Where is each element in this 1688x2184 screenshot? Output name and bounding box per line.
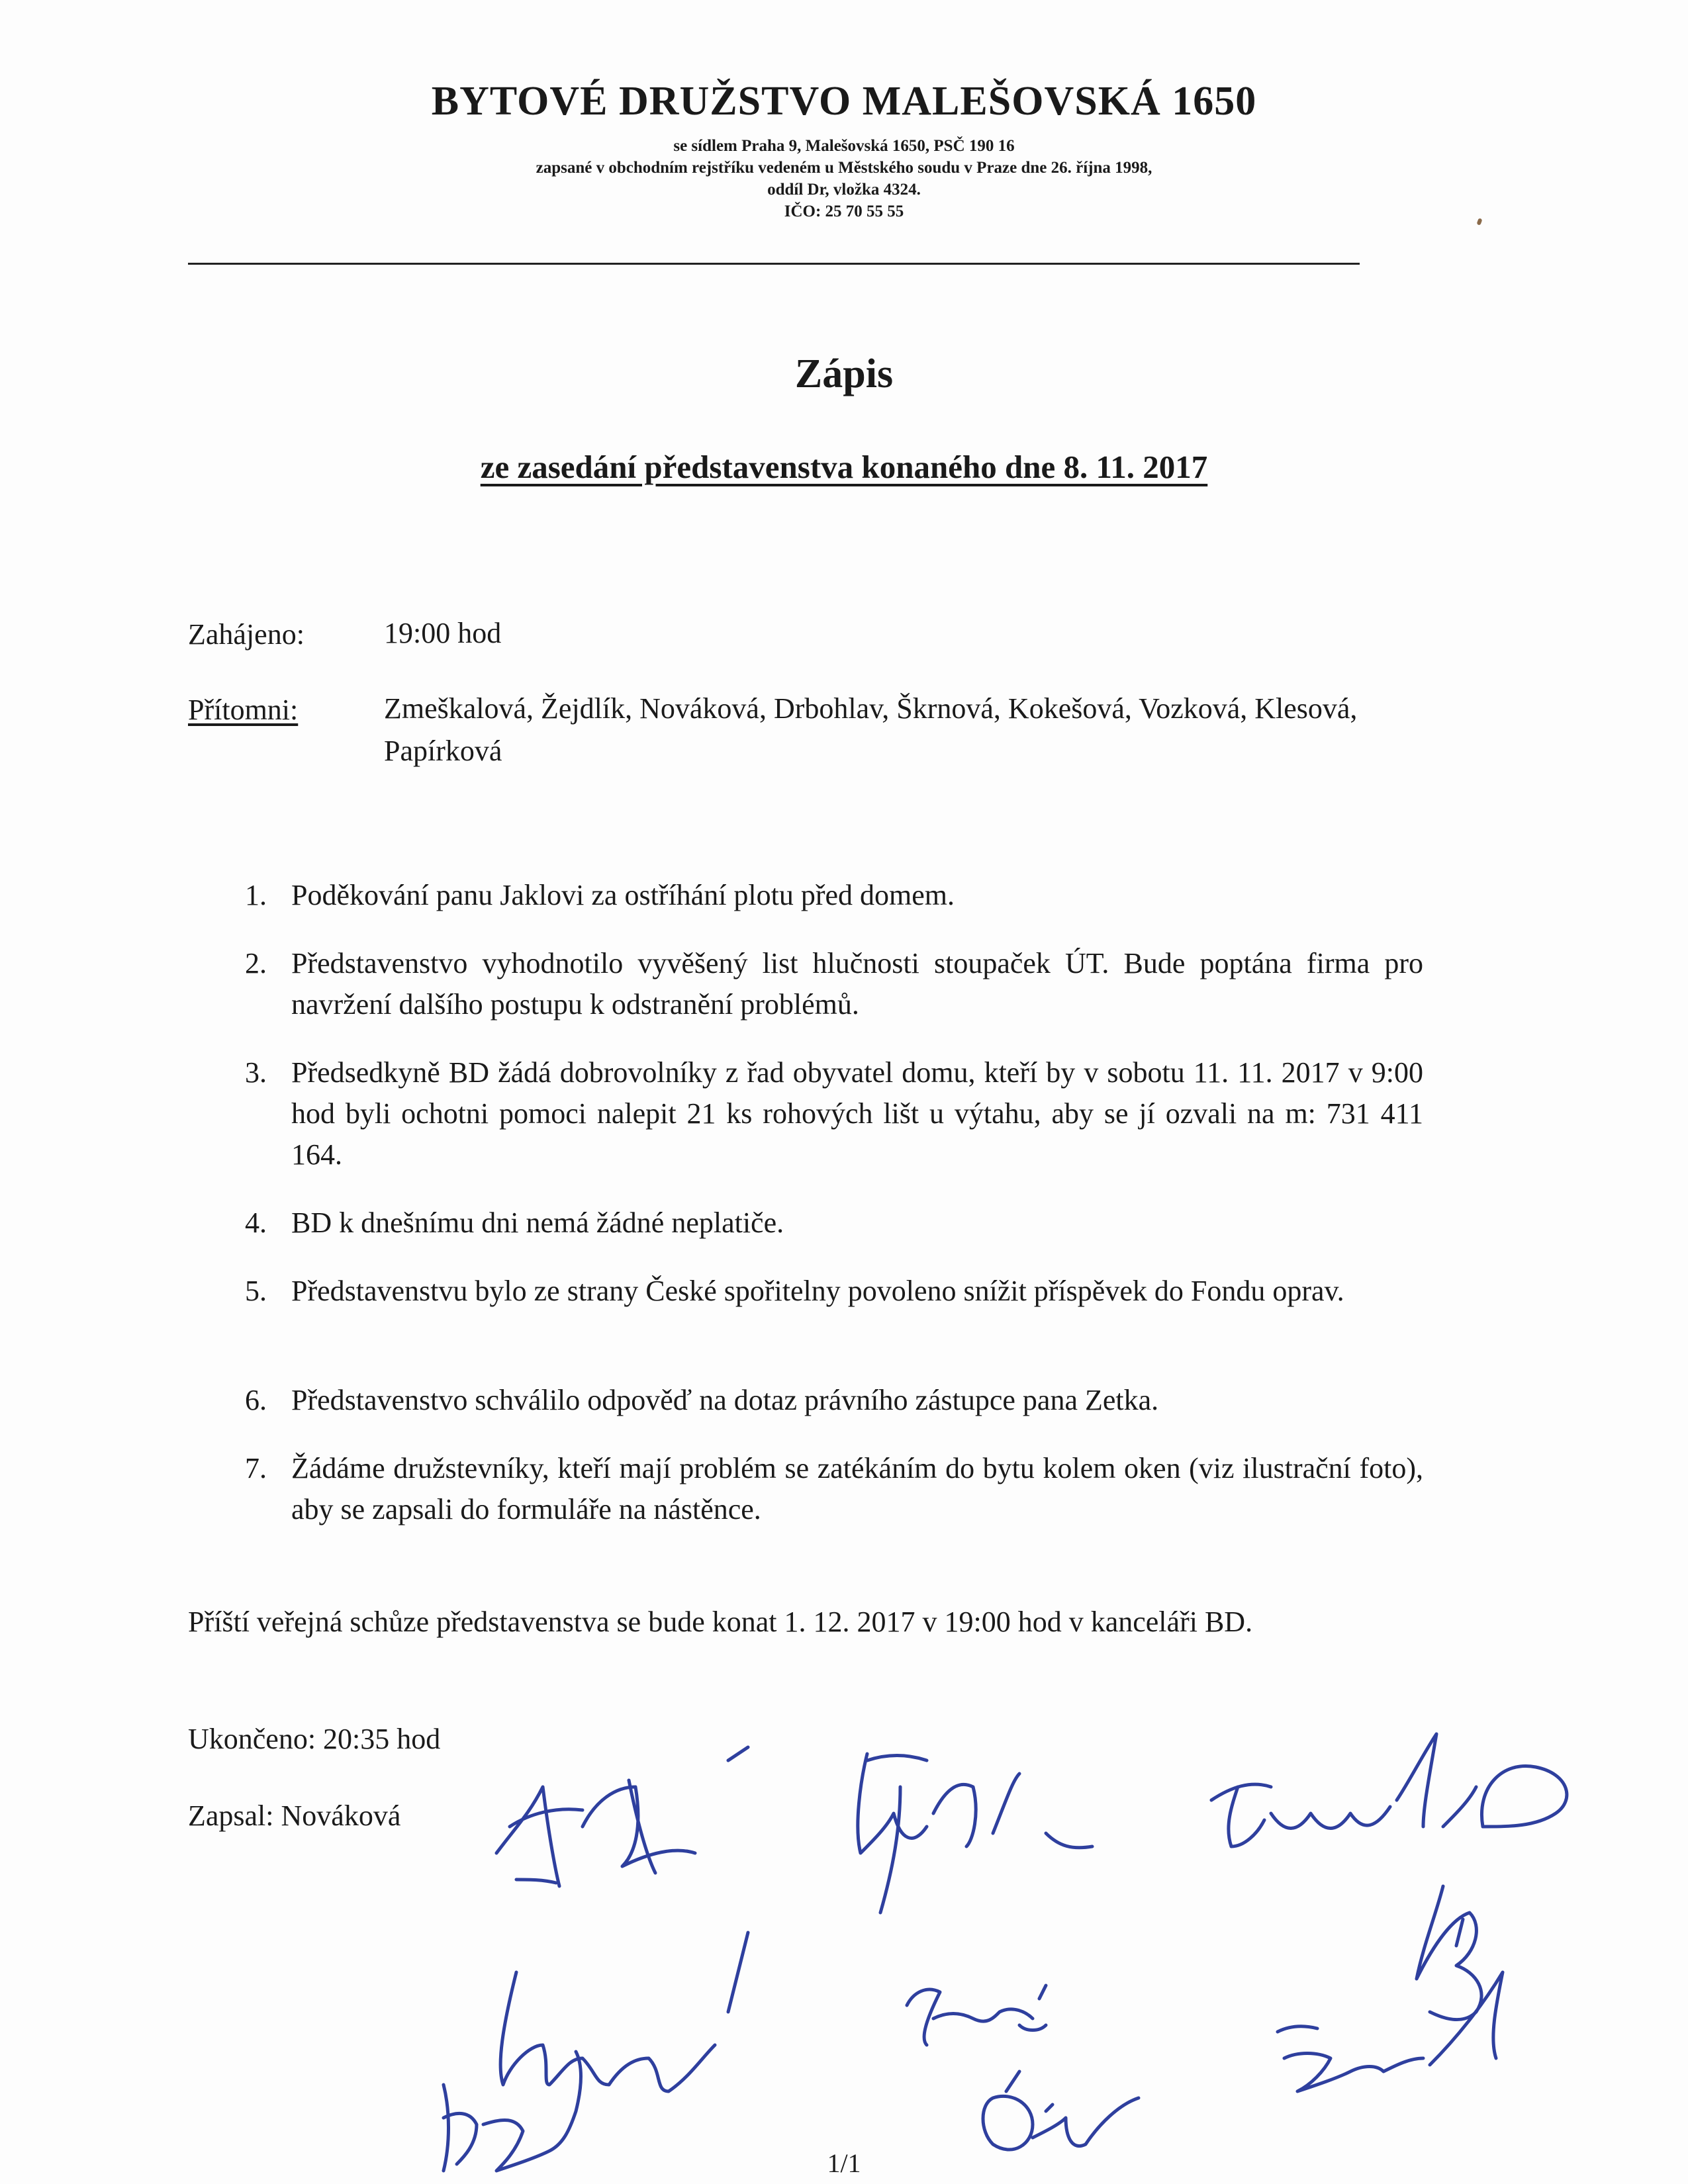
agenda-item [245,1052,1423,1175]
agenda-item-number: 1. [245,879,267,911]
present-label: Přítomni: [188,694,299,726]
started-value: 19:00 hod [384,617,502,649]
org-registry-section-line: oddíl Dr, vložka 4324. [767,181,921,199]
agenda-item-text: Předsedkyně BD žádá dobrovolníky z řad obyvatel domu, kteří by v sobotu 11. 11. 2017 v 9:00 hod byli ochotni pomoci nalepit 21 ks rohových lišt u výtahu, aby se jí ozvali na m: 731 411 164. [291,1056,1423,1171]
signature-4 [1417,1886,1481,2020]
agenda-item-number: 2. [245,947,267,979]
agenda-item-text: Představenstvo schválilo odpověď na dotaz právního zástupce pana Zetka. [291,1384,1159,1416]
agenda-item-text: BD k dnešnímu dni nemá žádné neplatiče. [291,1206,784,1239]
agenda-item-number: 4. [245,1206,267,1239]
header-divider [188,263,1360,265]
org-id-line: IČO: 25 70 55 55 [784,203,904,220]
subtitle-text: ze zasedání představenstva konaného dne 8. 11. 2017 [480,449,1208,485]
signature-9 [983,2071,1139,2150]
agenda-item [245,943,1423,1025]
agenda-item-text: Představenstvo vyhodnotilo vyvěšený list hlučnosti stoupaček ÚT. Bude poptána firma pro navržení dalšího postupu k odstranění problémů. [291,947,1423,1021]
agenda-item-text: Představenstvu bylo ze strany České spořitelny povoleno snížit příspěvek do Fondu oprav. [291,1275,1344,1307]
org-address-line: se sídlem Praha 9, Malešovská 1650, PSČ 190 16 [673,137,1015,155]
agenda-item-number: 7. [245,1452,267,1484]
agenda-item-text: Žádáme družstevníky, kteří mají problém se zatékáním do bytu kolem oken (viz ilustrační foto), aby se zapsali do formuláře na nástěnce. [291,1452,1423,1525]
document-title: Zápis [794,351,894,396]
signature-7 [1278,1972,1503,2091]
page-number: 1/1 [827,2148,861,2178]
agenda-item-text: Poděkování panu Jaklovi za ostříhání plotu před domem. [291,879,955,911]
signature-6 [907,1985,1046,2045]
present-value: Zmeškalová, Žejdlík, Nováková, Drbohlav, Škrnová, Kokešová, Vozková, Klesová, Papírková [384,692,1358,767]
agenda-item [245,1203,1423,1244]
agenda-item [245,1271,1423,1312]
agenda-item [245,1380,1423,1421]
agenda-item-number: 3. [245,1056,267,1089]
agenda-item-number: 5. [245,1275,267,1307]
next-meeting-note: Příští veřejná schůze představenstva se bude konat 1. 12. 2017 v 19:00 hod v kanceláři BD. [188,1606,1253,1638]
ended-time: Ukončeno: 20:35 hod [188,1723,441,1755]
org-registry-line: zapsané v obchodním rejstříku vedeném u Městského soudu v Praze dne 26. října 1998, [536,159,1152,177]
agenda-item [245,875,1423,916]
agenda-item [245,1448,1423,1530]
signature-1 [496,1747,748,1886]
agenda-item-number: 6. [245,1384,267,1416]
organization-name: BYTOVÉ DRUŽSTVO MALEŠOVSKÁ 1650 [431,79,1257,124]
recorded-by: Zapsal: Nováková [188,1799,401,1832]
signature-2 [858,1754,1092,1913]
signature-3 [1211,1734,1567,1846]
signature-5 [500,1933,748,2091]
document-subtitle [0,448,1688,486]
started-label: Zahájeno: [188,618,305,651]
